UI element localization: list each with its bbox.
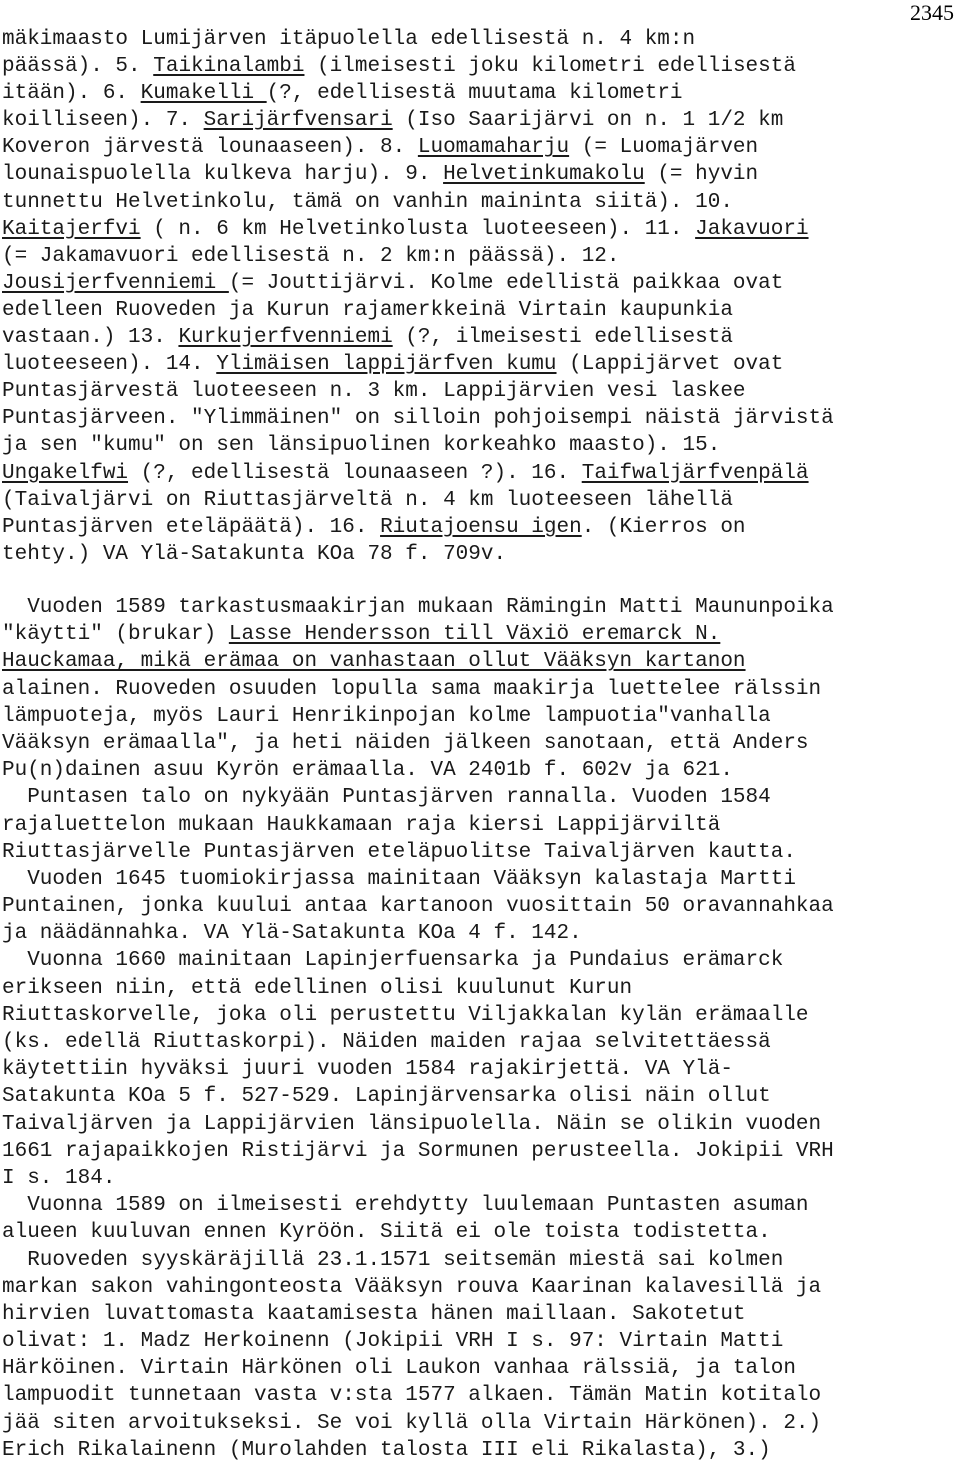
text-line (2, 216, 960, 243)
text-segment: Puntasjärveen. "Ylimmäinen" on silloin pohjoisempi näistä järvistä (2, 407, 834, 431)
text-segment: tehty.) VA Ylä-Satakunta KOa 78 f. 709v. (2, 542, 507, 566)
text-line (2, 351, 960, 378)
text-segment: Koveron järvestä lounaaseen). 8. (2, 136, 418, 160)
text-line (2, 80, 960, 107)
text-line (2, 405, 960, 432)
text-segment: (?, edellisestä lounaaseen ?). 16. (128, 461, 582, 485)
text-line (2, 1274, 960, 1301)
text-line (2, 1247, 960, 1274)
text-line (2, 757, 960, 784)
underlined-place-name: Taifwaljärfvenpälä (581, 461, 809, 485)
text-line (2, 621, 960, 648)
text-segment: hirvien luvattomasta kaatamisesta hänen maillaan. Sakotetut (2, 1302, 746, 1326)
text-line (2, 270, 960, 297)
text-segment: Vuoden 1589 tarkastusmaakirjan mukaan Rämingin Matti Maununpoika (2, 596, 834, 619)
text-line (2, 541, 960, 568)
text-segment: alainen. Ruoveden osuuden lopulla sama maakirja luettelee rälssin (2, 677, 822, 701)
text-segment: lounaispuolella kulkeva harju). 9. (2, 163, 444, 187)
text-segment: Satakunta KOa 5 f. 527-529. Lapinjärvensarka olisi näin ollut (2, 1085, 771, 1109)
text-segment: erikseen niin, että edellinen olisi kuulunut Kurun (2, 976, 633, 1000)
text-segment: itään). 6. (2, 82, 141, 106)
text-segment: lämpuoteja, myös Lauri Henrikinpojan kolme lampuotia"vanhalla (2, 704, 771, 728)
text-line (2, 378, 960, 405)
text-segment: (?, ilmeisesti edellisestä (392, 326, 733, 350)
underlined-place-name: Kaitajerfvi (2, 217, 141, 241)
text-segment: (Iso Saarijärvi on n. 1 1/2 km (392, 109, 784, 133)
underlined-place-name: Jousijerfvenniemi (2, 271, 229, 295)
page-number: 2345 (910, 0, 954, 25)
text-line (2, 1002, 960, 1029)
text-segment: vastaan.) 13. (2, 326, 179, 350)
text-line (2, 1192, 960, 1219)
text-line (2, 26, 960, 53)
text-line (2, 107, 960, 134)
text-line (2, 1165, 960, 1192)
body-text-paragraphs (2, 594, 960, 1464)
text-segment: (= Jakamavuori edellisestä n. 2 km:n päässä). 12. (2, 244, 620, 268)
text-segment: Vääksyn erämaalla", ja heti näiden jälkeen sanotaan, että Anders (2, 731, 809, 755)
text-segment: Taivaljärven ja Lappijärvien länsipuolella. Näin se olikin vuoden (2, 1112, 822, 1136)
text-segment: mäkimaasto Lumijärven itäpuolella edellisestä n. 4 km:n (2, 28, 696, 51)
text-line (2, 1355, 960, 1382)
underlined-place-name: Luomamaharju (417, 136, 570, 160)
underlined-place-name: Hauckamaa, mikä erämaa on vanhastaan ollut Vääksyn kartanon (2, 650, 746, 674)
text-segment: (= Luomajärven (569, 136, 759, 160)
text-line (2, 297, 960, 324)
text-line (2, 243, 960, 270)
text-segment: (= Jouttijärvi. Kolme edellistä paikkaa ovat (228, 271, 784, 295)
underlined-place-name: Sarijärfvensari (203, 109, 393, 133)
underlined-place-name: Kumakelli (140, 82, 267, 106)
text-line (2, 1328, 960, 1355)
text-line (2, 460, 960, 487)
text-segment: Erich Rikalainenn (Murolahden talosta III eli Rikalasta), 3.) (2, 1438, 771, 1462)
text-segment: Puntainen, jonka kuului antaa kartanoon vuosittain 50 oravannahkaa (2, 895, 834, 919)
text-segment: ja sen "kumu" on sen länsipuolinen korkeahko maasto). 15. (2, 434, 721, 458)
text-segment: markan sakon vahingonteosta Vääksyn rouva Kaarinan kalavesillä ja (2, 1275, 822, 1299)
text-segment: käytettiin hyväksi juuri vuoden 1584 rajakirjettä. VA Ylä- (2, 1058, 733, 1082)
text-line (2, 1410, 960, 1437)
underlined-place-name: Ungakelfwi (2, 461, 129, 485)
text-line (2, 947, 960, 974)
text-segment: Vuonna 1660 mainitaan Lapinjerfuensarka ja Pundaius erämarck (2, 949, 784, 973)
text-segment: (ks. edellä Riuttaskorpi). Näiden maiden rajaa selvitettäessä (2, 1031, 771, 1054)
text-line (2, 1219, 960, 1246)
text-segment: "käytti" (brukar) (2, 623, 229, 647)
text-segment: Riuttaskorvelle, joka oli perustettu Viljakkalan kylän erämaalle (2, 1003, 809, 1027)
text-line (2, 893, 960, 920)
place-list-paragraph (2, 26, 960, 568)
underlined-place-name: Kurkujerfvenniemi (178, 326, 393, 350)
text-line (2, 189, 960, 216)
text-segment: I s. 184. (2, 1166, 116, 1190)
text-line (2, 1029, 960, 1056)
text-segment: koilliseen). 7. (2, 109, 204, 133)
text-line (2, 594, 960, 621)
text-segment: (Taivaljärvi on Riuttasjärveltä n. 4 km luoteeseen lähellä (2, 488, 733, 512)
text-line (2, 1056, 960, 1083)
text-line (2, 784, 960, 811)
text-segment: alueen kuuluvan ennen Kyröön. Siitä ei ole toista todistetta. (2, 1221, 771, 1245)
underlined-place-name: Taikinalambi (153, 55, 305, 79)
text-segment: jää siten arvoitukseksi. Se voi kyllä olla Virtain Härkönen). 2.) (2, 1411, 822, 1435)
text-line (2, 839, 960, 866)
text-line (2, 920, 960, 947)
underlined-place-name: Helvetinkumakolu (443, 163, 645, 187)
text-segment: edelleen Ruoveden ja Kurun rajamerkkeinä Virtain kaupunkia (2, 298, 733, 322)
text-segment: tunnettu Helvetinkolu, tämä on vanhin maininta siitä). 10. (2, 190, 733, 214)
underlined-place-name: Jakavuori (695, 217, 809, 241)
text-line (2, 866, 960, 893)
text-line (2, 53, 960, 80)
text-line (2, 514, 960, 541)
text-segment: Vuonna 1589 on ilmeisesti erehdytty luulemaan Puntasten asuman (2, 1194, 809, 1218)
underlined-place-name: Ylimäisen lappijärfven kumu (216, 353, 557, 377)
text-line (2, 324, 960, 351)
text-segment: Ruoveden syyskäräjillä 23.1.1571 seitsemän miestä sai kolmen (2, 1248, 784, 1272)
text-line (2, 730, 960, 757)
text-segment: . (Kierros on (581, 515, 746, 539)
text-segment: luoteeseen). 14. (2, 353, 217, 377)
text-line (2, 1138, 960, 1165)
text-line (2, 648, 960, 675)
text-segment: ja näädännahka. VA Ylä-Satakunta KOa 4 f. 142. (2, 922, 582, 946)
text-segment: 1661 rajapaikkojen Ristijärvi ja Sormunen perusteella. Jokipii VRH (2, 1139, 834, 1163)
text-segment: (Lappijärvet ovat (556, 353, 784, 377)
text-line (2, 1111, 960, 1138)
underlined-place-name: Riutajoensu igen (380, 515, 582, 539)
text-line (2, 812, 960, 839)
text-line (2, 432, 960, 459)
text-segment: (= hyvin (644, 163, 759, 187)
text-segment: rajaluettelon mukaan Haukkamaan raja kiersi Lappijärviltä (2, 813, 721, 837)
text-segment: Härköinen. Virtain Härkönen oli Laukon vanhaa rälssiä, ja talon (2, 1357, 796, 1381)
text-line (2, 134, 960, 161)
text-segment: päässä). 5. (2, 55, 154, 79)
text-segment: olivat: 1. Madz Herkoinenn (Jokipii VRH I s. 97: Virtain Matti (2, 1330, 784, 1354)
text-line (2, 703, 960, 730)
text-segment: Vuoden 1645 tuomiokirjassa mainitaan Vääksyn kalastaja Martti (2, 867, 796, 891)
text-segment: Pu(n)dainen asuu Kyrön erämaalla. VA 2401b f. 602v ja 621. (2, 759, 733, 783)
text-segment: Puntasen talo on nykyään Puntasjärven rannalla. Vuoden 1584 (2, 786, 771, 810)
text-segment: Puntasjärvestä luoteeseen n. 3 km. Lappijärvien vesi laskee (2, 380, 746, 404)
text-line (2, 1301, 960, 1328)
underlined-place-name: Lasse Hendersson till Växiö eremarck N. (228, 623, 721, 647)
text-segment: Riuttasjärvelle Puntasjärven eteläpuolitse Taivaljärven kautta. (2, 840, 796, 864)
text-line (2, 975, 960, 1002)
text-line (2, 161, 960, 188)
text-segment: ( n. 6 km Helvetinkolusta luoteeseen). 11. (140, 217, 696, 241)
text-line (2, 487, 960, 514)
text-segment: lampuodit tunnetaan vasta v:sta 1577 alkaen. Tämän Matin kotitalo (2, 1384, 822, 1408)
text-segment: Puntasjärven eteläpäätä). 16. (2, 515, 381, 539)
text-segment: (?, edellisestä muutama kilometri (266, 82, 683, 106)
text-line (2, 1382, 960, 1409)
text-line (2, 1083, 960, 1110)
text-line (2, 676, 960, 703)
text-segment: (ilmeisesti joku kilometri edellisestä (304, 55, 796, 79)
